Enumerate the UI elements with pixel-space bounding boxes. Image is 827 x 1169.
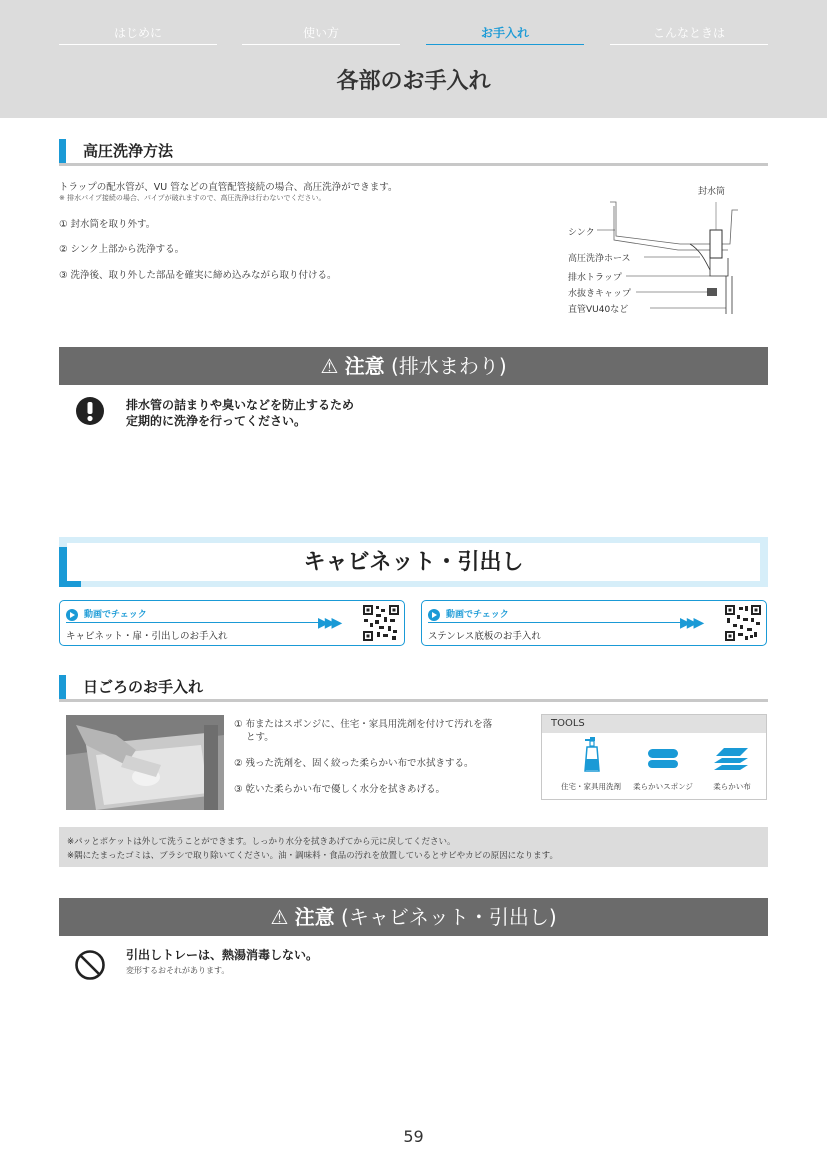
tab-usage[interactable]: 使い方 (242, 24, 400, 45)
banner-title: キャビネット・引出し (303, 550, 524, 575)
tab-troubleshooting[interactable]: こんなときは (610, 24, 768, 45)
seal-cylinder (710, 230, 722, 258)
caution-subject: (キャビネット・引出し) (341, 905, 557, 929)
caution-label: 注意 (344, 354, 385, 378)
note-line-2: ※隅にたまったゴミは、ブラシで取り除いてください。油・調味料・食品の汚れを放置しているとサビやカビの原因になります。 (67, 851, 558, 861)
arrow-right-icon: ▶▶▶ (318, 615, 339, 631)
section-heading-high-pressure (59, 139, 768, 166)
section-heading-text: 日ごろのお手入れ (83, 678, 204, 696)
detergent-bottle-icon (582, 737, 602, 773)
drawer-cleaning-photo (66, 715, 224, 810)
qr-code-icon[interactable] (724, 604, 762, 642)
caution-banner-cabinet (59, 898, 768, 936)
video-link-stainless[interactable] (421, 600, 767, 646)
heading-accent-bar (59, 675, 66, 699)
step-1: ① 封水筒を取り外す。 (59, 219, 156, 230)
video-title: キャビネット・扉・引出しのお手入れ (66, 631, 228, 642)
tool-label-cloth: 柔らかい布 (713, 782, 751, 791)
caution-banner-drain (59, 347, 768, 385)
trap-body (710, 258, 728, 276)
warning-note: ※ 排水パイプ接続の場合、パイプが破れますので、高圧洗浄は行わないでください。 (59, 194, 326, 202)
cabinet-section-banner (59, 537, 768, 587)
video-divider (428, 622, 698, 623)
drain-trap-diagram (560, 180, 760, 320)
caution-label: 注意 (294, 905, 335, 929)
warning-triangle-icon: ⚠ (320, 354, 339, 378)
section-heading-text: 高圧洗浄方法 (83, 142, 174, 160)
video-badge-label: 動画でチェック (446, 610, 509, 620)
section-heading-daily (59, 675, 768, 702)
daily-step-2: ② 残った洗剤を、固く絞った柔らかい布で水拭きする。 (234, 758, 474, 769)
step-3: ③ 洗浄後、取り外した部品を確実に締め込みながら取り付ける。 (59, 270, 337, 281)
cloth-icon (714, 748, 748, 770)
warning-triangle-icon: ⚠ (270, 905, 289, 929)
drain-cap (707, 288, 717, 296)
caution-text: 引出しトレーは、熱湯消毒しない。 (126, 948, 319, 962)
intro-text: トラップの配水管が、VU 管などの直管配管接続の場合、高圧洗浄ができます。 (59, 182, 398, 193)
video-badge (66, 607, 147, 621)
play-icon (428, 609, 440, 621)
caution-subject: (排水まわり) (391, 354, 507, 378)
video-divider (66, 622, 336, 623)
tab-introduction[interactable]: はじめに (59, 24, 217, 45)
heading-accent-bar (59, 139, 66, 163)
tool-label-sponge: 柔らかいスポンジ (633, 782, 693, 791)
exclamation-icon (75, 396, 105, 426)
video-badge-label: 動画でチェック (84, 610, 147, 620)
daily-step-1-line2: とす。 (246, 732, 274, 743)
sponge-icon (648, 749, 678, 769)
care-notes-box (59, 827, 768, 867)
diagram-label-trap: 排水トラップ (568, 273, 622, 283)
diagram-label-cap: 水抜きキャップ (568, 289, 632, 299)
diagram-label-pipe: 直管VU40など (568, 305, 629, 315)
tab-care[interactable]: お手入れ (426, 24, 584, 45)
caution-text-line1: 排水管の詰まりや臭いなどを防止するため (126, 398, 355, 412)
video-badge (428, 607, 509, 621)
page-header (0, 0, 827, 118)
caution-text-line2: 定期的に洗浄を行ってください。 (126, 414, 307, 428)
caution-subtext: 変形するおそれがあります。 (126, 966, 230, 975)
arrow-right-icon: ▶▶▶ (680, 615, 701, 631)
qr-code-icon[interactable] (362, 604, 400, 642)
tool-label-detergent: 住宅・家具用洗剤 (561, 782, 621, 791)
video-title: ステンレス底板のお手入れ (428, 631, 541, 642)
page-number: 59 (403, 1127, 424, 1146)
step-2: ② シンク上部から洗浄する。 (59, 244, 185, 255)
daily-step-3: ③ 乾いた柔らかい布で優しく水分を拭きあげる。 (234, 784, 446, 795)
tools-box (541, 714, 767, 800)
tools-heading: TOOLS (542, 715, 766, 733)
note-line-1: ※パッとポケットは外して洗うことができます。しっかり水分を拭きあげてから元に戻してください。 (67, 837, 456, 847)
video-link-cabinet[interactable] (59, 600, 405, 646)
diagram-label-hose: 高圧洗浄ホース (568, 254, 631, 264)
diagram-label-sink: シンク (568, 228, 595, 238)
prohibited-icon (74, 949, 106, 981)
play-icon (66, 609, 78, 621)
page-title: 各部のお手入れ (336, 69, 491, 94)
daily-step-1-line1: ① 布またはスポンジに、住宅・家具用洗剤を付けて汚れを落 (234, 719, 493, 730)
diagram-label-seal-cylinder: 封水筒 (698, 187, 726, 197)
